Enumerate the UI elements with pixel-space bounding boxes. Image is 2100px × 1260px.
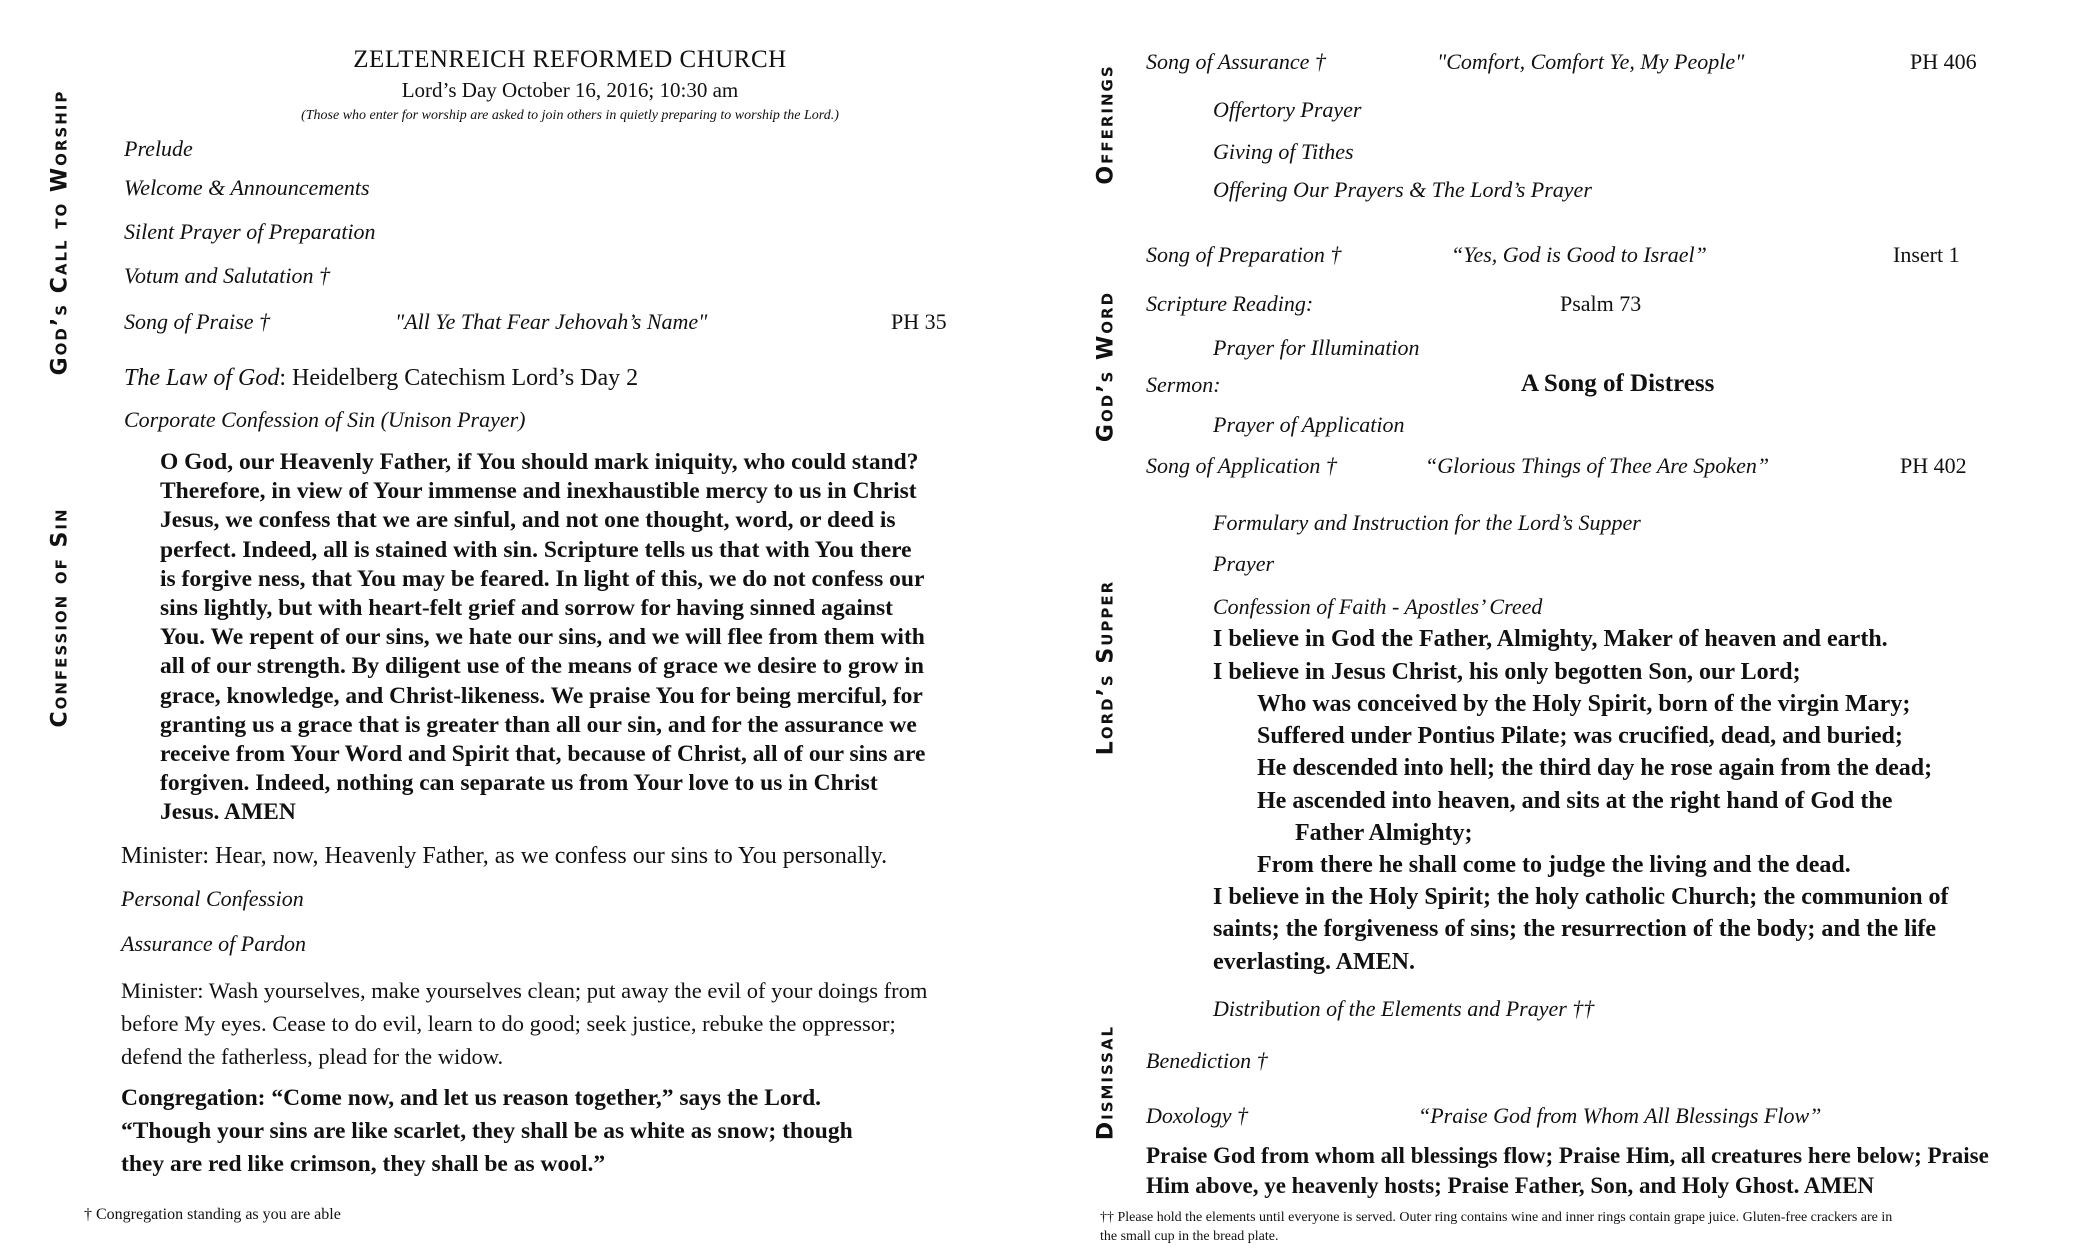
congregation-response (121, 1082, 1021, 1181)
prayer-line: Jesus. AMEN (160, 799, 296, 826)
footnote-line: †† Please hold the elements until everyone is served. Outer ring contains wine and inner rings contain grape juice. Gluten-free crackers are in (1100, 1210, 1893, 1225)
welcome-item: Welcome & Announcements (124, 175, 370, 200)
prayer-illumination: Prayer for Illumination (1213, 335, 1420, 360)
doxology-text (1146, 1141, 2066, 1201)
song-preparation-label: Song of Preparation † (1146, 242, 1342, 267)
creed-line: I believe in the Holy Spirit; the holy catholic Church; the communion of (1213, 884, 1949, 910)
doxology-line: Praise God from whom all blessings flow; Praise Him, all creatures here below; Praise (1146, 1143, 1989, 1168)
prayer-line: O God, our Heavenly Father, if You should mark iniquity, who could stand? (160, 449, 919, 475)
doxology-title: “Praise God from Whom All Blessings Flow” (1418, 1103, 1822, 1128)
song-praise-number: PH 35 (891, 309, 947, 334)
prayer-line: perfect. Indeed, all is stained with sin. Scripture tells us that with You there (160, 536, 912, 563)
creed-line: He descended into hell; the third day he rose again from the dead; (1257, 755, 1933, 781)
song-preparation-title: “Yes, God is Good to Israel” (1451, 242, 1707, 267)
creed-line: He ascended into heaven, and sits at the right hand of God the (1257, 788, 1893, 814)
silent-prayer-item: Silent Prayer of Preparation (124, 219, 376, 244)
prayer-application: Prayer of Application (1213, 412, 1405, 437)
prayer-line: Jesus, we confess that we are sinful, and not one thought, word, or deed is (160, 507, 896, 534)
doxology-line: Him above, ye heavenly hosts; Praise Father, Son, and Holy Ghost. AMEN (1146, 1173, 1875, 1198)
corporate-confession-label: Corporate Confession of Sin (Unison Prayer) (124, 407, 526, 432)
date-line: Lord’s Day October 16, 2016; 10:30 am (401, 78, 739, 102)
song-application-number: PH 402 (1900, 453, 1967, 478)
confession-prayer (160, 448, 1030, 828)
section-label-offerings: Offerings (1093, 64, 1119, 185)
personal-confession-label: Personal Confession (121, 886, 304, 911)
prayer-line: granting us a grace that is greater than all our sin, and for the assurance we (160, 711, 917, 738)
formulary: Formulary and Instruction for the Lord’s Supper (1213, 510, 1641, 535)
sermon-label: Sermon: (1146, 372, 1221, 397)
creed-line: saints; the forgiveness of sins; the resurrection of the body; and the life (1213, 916, 1937, 942)
scripture-label: Scripture Reading: (1146, 291, 1314, 316)
votum-item: Votum and Salutation † (124, 263, 330, 288)
confession-faith: Confession of Faith - Apostles’ Creed (1213, 594, 1543, 619)
footnote-line: the small cup in the bread plate. (1100, 1229, 1279, 1244)
minister-wash-text (121, 974, 1021, 1073)
prayer-line: all of our strength. By diligent use of the means of grace we desire to grow in (160, 653, 924, 680)
congregation-line: they are red like crimson, they shall be as wool.” (121, 1151, 606, 1177)
prayer-line: You. We repent of our sins, we hate our sins, and we will flee from them with (160, 624, 925, 651)
wash-line: before My eyes. Cease to do evil, learn to do good; seek justice, rebuke the oppressor; (121, 1011, 896, 1036)
right-footnote (1100, 1208, 2080, 1246)
song-assurance-label: Song of Assurance † (1146, 49, 1326, 74)
section-label-gods-word: God’s Word (1093, 290, 1119, 443)
song-assurance-title: "Comfort, Comfort Ye, My People" (1437, 49, 1745, 74)
scripture-text: Psalm 73 (1560, 291, 1642, 316)
offering-prayers: Offering Our Prayers & The Lord’s Prayer (1213, 177, 1592, 202)
section-label-call-to-worship: God’s Call to Worship (47, 89, 73, 376)
offertory-prayer: Offertory Prayer (1213, 97, 1362, 122)
song-application-title: “Glorious Things of Thee Are Spoken” (1425, 453, 1770, 478)
sermon-title: A Song of Distress (1521, 370, 1715, 397)
song-application-label: Song of Application † (1146, 453, 1337, 478)
prayer-line: receive from Your Word and Spirit that, because of Christ, all of our sins are (160, 741, 926, 768)
creed-line: I believe in God the Father, Almighty, Maker of heaven and earth. (1213, 626, 1888, 652)
prayer-line: sins lightly, but with heart-felt grief and sorrow for having sinned against (160, 595, 893, 622)
giving-tithes: Giving of Tithes (1213, 139, 1354, 164)
creed-line: Who was conceived by the Holy Spirit, born of the virgin Mary; (1257, 691, 1911, 717)
minister-hear: Minister: Hear, now, Heavenly Father, as we confess our sins to You personally. (121, 843, 888, 869)
wash-line: defend the fatherless, plead for the widow. (121, 1044, 504, 1069)
song-praise-title: "All Ye That Fear Jehovah’s Name" (395, 309, 708, 334)
creed-line: Father Almighty; (1295, 820, 1473, 846)
creed-line: I believe in Jesus Christ, his only begotten Son, our Lord; (1213, 659, 1801, 685)
assurance-pardon-label: Assurance of Pardon (121, 931, 306, 956)
law-text: : Heidelberg Catechism Lord’s Day 2 (279, 365, 639, 391)
section-label-dismissal: Dismissal (1093, 1024, 1119, 1141)
benediction: Benediction † (1146, 1048, 1268, 1073)
song-preparation-number: Insert 1 (1893, 242, 1960, 267)
congregation-line: “Though your sins are like scarlet, they shall be as white as snow; though (121, 1118, 853, 1144)
prayer-line: is forgive ness, that You may be feared. In light of this, we do not confess our (160, 565, 925, 592)
law-label: The Law of God (124, 365, 280, 391)
congregation-line: Congregation: “Come now, and let us reason together,” says the Lord. (121, 1085, 822, 1111)
creed-line: everlasting. AMEN. (1213, 949, 1415, 975)
entry-note: (Those who enter for worship are asked to join others in quietly preparing to worship the Lord.) (301, 108, 839, 123)
prayer: Prayer (1213, 551, 1275, 576)
section-label-lords-supper: Lord’s Supper (1093, 579, 1119, 756)
song-assurance-number: PH 406 (1910, 49, 1977, 74)
wash-line: Minister: Wash yourselves, make yourselves clean; put away the evil of your doings from (121, 978, 928, 1003)
song-praise-label: Song of Praise † (124, 309, 271, 334)
law-of-god (124, 365, 638, 392)
creed-line: Suffered under Pontius Pilate; was crucified, dead, and buried; (1257, 723, 1903, 749)
left-footnote: † Congregation standing as you are able (84, 1206, 341, 1223)
prayer-line: forgiven. Indeed, nothing can separate us from Your love to us in Christ (160, 770, 878, 797)
church-name: ZELTENREICH REFORMED CHURCH (353, 46, 787, 73)
prayer-line: grace, knowledge, and Christ-likeness. We praise You for being merciful, for (160, 682, 923, 709)
distribution: Distribution of the Elements and Prayer †† (1213, 996, 1595, 1021)
creed-line: From there he shall come to judge the living and the dead. (1257, 852, 1851, 878)
section-label-confession: Confession of Sin (47, 507, 73, 728)
prelude-item: Prelude (124, 136, 193, 161)
doxology-label: Doxology † (1146, 1103, 1249, 1128)
prayer-line: Therefore, in view of Your immense and inexhaustible mercy to us in Christ (160, 478, 917, 505)
